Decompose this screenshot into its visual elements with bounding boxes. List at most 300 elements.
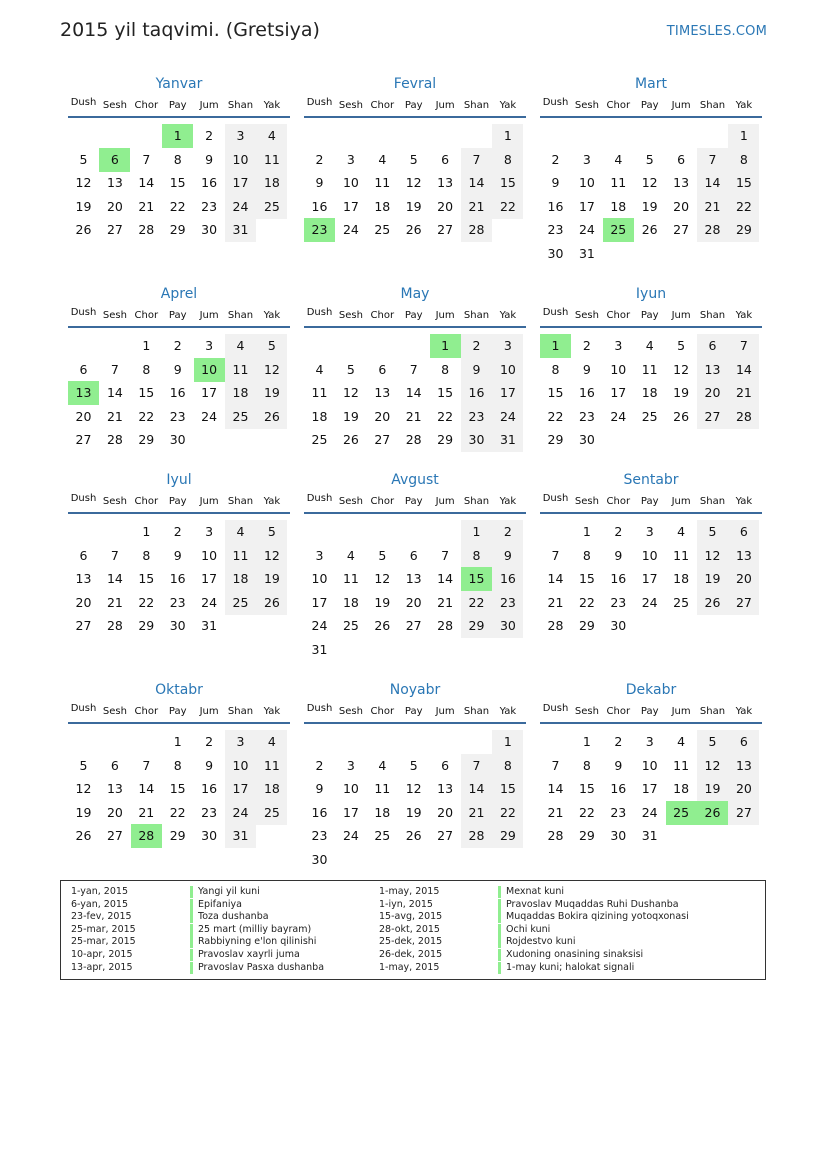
day-cell: 2 [205, 734, 214, 749]
day-cell: 4 [677, 734, 686, 749]
day-cell: 12 [405, 781, 422, 797]
weekday-label: Shan [699, 706, 726, 717]
day-cell: 6 [79, 361, 88, 377]
day-cell: 2 [492, 520, 523, 544]
day-cell: 21 [437, 594, 454, 610]
weekday-label: Sesh [574, 310, 599, 321]
day-cell: 27 [673, 222, 690, 238]
day-cell: 29 [728, 218, 759, 242]
day-cell: 12 [374, 571, 391, 587]
weekday-label: Sesh [338, 496, 363, 507]
weekday-label: Chor [370, 496, 395, 507]
day-cell: 17 [225, 777, 256, 801]
day-cell: 15 [138, 571, 155, 587]
day-cell: 18 [311, 408, 328, 424]
day-cell: 16 [578, 385, 595, 401]
holiday-day-cell: 23 [304, 218, 335, 242]
holiday-day-cell: 10 [194, 358, 225, 382]
weekday-label: Sesh [102, 706, 127, 717]
weekday-label: Yak [735, 706, 753, 717]
day-cell: 17 [492, 381, 523, 405]
holiday-day-cell: 28 [131, 824, 162, 848]
day-cell: 7 [551, 547, 560, 563]
day-cell: 23 [461, 405, 492, 429]
weekday-label: Dush [306, 493, 333, 504]
legend-holiday-name: Rabbiyning e'lon qilinishi [190, 936, 316, 948]
day-cell: 9 [582, 361, 591, 377]
legend-holiday-name: Ochi kuni [498, 924, 550, 936]
weekday-label: Sesh [102, 496, 127, 507]
day-cell: 1 [142, 338, 151, 353]
day-cell: 13 [75, 571, 92, 587]
day-cell: 13 [437, 781, 454, 797]
day-cell: 30 [547, 246, 564, 261]
legend-holiday-name: 1-may kuni; halokat signali [498, 962, 634, 974]
day-cell: 9 [205, 757, 214, 773]
month-fevral [304, 74, 526, 238]
day-cell: 23 [169, 594, 186, 610]
legend-holiday-name: Muqaddas Bokira qizining yotoqxonasi [498, 911, 689, 923]
day-cell: 25 [225, 591, 256, 615]
month-may [304, 284, 526, 448]
holiday-day-cell: 6 [99, 148, 130, 172]
day-cell: 22 [169, 804, 186, 820]
month-name: Noyabr [389, 682, 441, 698]
day-cell: 30 [201, 222, 218, 238]
day-cell: 1 [492, 730, 523, 754]
weekday-header [540, 308, 762, 328]
day-cell: 19 [75, 198, 92, 214]
weekday-label: Sesh [102, 310, 127, 321]
day-cell: 29 [138, 618, 155, 634]
day-cell: 13 [106, 175, 123, 191]
day-cell: 16 [311, 804, 328, 820]
day-cell: 25 [256, 195, 287, 219]
day-cell: 3 [492, 334, 523, 358]
day-cell: 1 [492, 124, 523, 148]
day-cell: 9 [461, 358, 492, 382]
day-cell: 15 [578, 781, 595, 797]
day-cell: 27 [374, 432, 391, 448]
weekday-label: Dush [306, 97, 333, 108]
day-cell: 5 [346, 361, 355, 377]
day-cell: 28 [461, 824, 492, 848]
day-cell: 16 [610, 781, 627, 797]
weekday-label: Pay [404, 706, 423, 717]
weekday-header [304, 494, 526, 514]
day-cell: 27 [728, 591, 759, 615]
day-cell: 6 [697, 334, 728, 358]
day-cell: 10 [641, 547, 658, 563]
day-cell: 20 [728, 777, 759, 801]
day-cell: 27 [106, 222, 123, 238]
day-cell: 6 [79, 547, 88, 563]
weekday-label: Chor [134, 496, 159, 507]
day-cell: 5 [645, 151, 654, 167]
weekday-label: Pay [168, 310, 187, 321]
day-cell: 4 [645, 338, 654, 353]
day-cell: 22 [461, 591, 492, 615]
day-cell: 17 [342, 198, 359, 214]
day-cell: 18 [673, 571, 690, 587]
day-cell: 17 [578, 198, 595, 214]
day-cell: 18 [610, 198, 627, 214]
day-cell: 5 [256, 334, 287, 358]
day-cell: 8 [492, 148, 523, 172]
weekday-label: Jum [435, 310, 455, 321]
month-iyun [540, 284, 762, 448]
weekday-label: Sesh [338, 310, 363, 321]
day-cell: 21 [547, 594, 564, 610]
weekday-label: Pay [168, 706, 187, 717]
weekday-label: Jum [199, 310, 219, 321]
weekday-label: Jum [671, 100, 691, 111]
weekday-label: Pay [640, 100, 659, 111]
day-cell: 12 [697, 544, 728, 568]
day-cell: 12 [256, 358, 287, 382]
day-cell: 27 [728, 801, 759, 825]
day-cell: 22 [138, 408, 155, 424]
day-cell: 21 [138, 804, 155, 820]
day-cell: 21 [547, 804, 564, 820]
day-cell: 4 [346, 547, 355, 563]
day-cell: 21 [405, 408, 422, 424]
weekday-header [540, 494, 762, 514]
day-cell: 22 [728, 195, 759, 219]
legend-holiday-name: 25 mart (milliy bayram) [190, 924, 311, 936]
day-cell: 28 [106, 432, 123, 448]
legend-date: 10-apr, 2015 [71, 949, 133, 960]
day-cell: 6 [110, 757, 119, 773]
day-cell: 19 [405, 198, 422, 214]
day-cell: 15 [169, 175, 186, 191]
day-cell: 18 [256, 171, 287, 195]
day-cell: 18 [374, 198, 391, 214]
day-cell: 14 [106, 571, 123, 587]
day-cell: 24 [201, 594, 218, 610]
day-cell: 5 [677, 338, 686, 353]
day-cell: 19 [697, 567, 728, 591]
day-cell: 30 [311, 852, 328, 867]
day-cell: 11 [225, 358, 256, 382]
day-cell: 16 [461, 381, 492, 405]
legend-date: 13-apr, 2015 [71, 961, 133, 973]
day-cell: 28 [405, 432, 422, 448]
day-cell: 7 [142, 757, 151, 773]
day-cell: 8 [582, 547, 591, 563]
weekday-label: Pay [404, 100, 423, 111]
legend-date: 6-yan, 2015 [71, 898, 128, 910]
legend-holiday-name: Yangi yil kuni [190, 886, 260, 898]
day-cell: 18 [641, 385, 658, 401]
weekday-label: Shan [227, 706, 254, 717]
day-cell: 2 [614, 524, 623, 539]
day-cell: 6 [441, 151, 450, 167]
weekday-label: Shan [699, 100, 726, 111]
day-cell: 15 [169, 781, 186, 797]
day-cell: 15 [437, 385, 454, 401]
day-cell: 8 [551, 361, 560, 377]
day-cell: 12 [673, 361, 690, 377]
weekday-label: Shan [699, 496, 726, 507]
month-mart [540, 74, 762, 261]
day-cell: 21 [728, 381, 759, 405]
day-cell: 5 [378, 547, 387, 563]
day-cell: 17 [201, 571, 218, 587]
weekday-label: Jum [199, 706, 219, 717]
day-cell: 15 [578, 571, 595, 587]
day-cell: 25 [225, 405, 256, 429]
day-cell: 18 [673, 781, 690, 797]
weekday-label: Dush [70, 493, 97, 504]
day-cell: 11 [311, 385, 328, 401]
weekday-label: Chor [134, 310, 159, 321]
day-cell: 4 [378, 757, 387, 773]
day-cell: 16 [610, 571, 627, 587]
day-cell: 14 [461, 777, 492, 801]
day-cell: 23 [201, 198, 218, 214]
day-cell: 12 [405, 175, 422, 191]
weekday-header [68, 494, 290, 514]
month-name: Iyun [635, 286, 667, 302]
day-cell: 13 [673, 175, 690, 191]
day-cell: 1 [173, 734, 182, 749]
day-cell: 19 [256, 567, 287, 591]
day-cell: 24 [492, 405, 523, 429]
day-cell: 22 [578, 594, 595, 610]
weekday-label: Pay [168, 496, 187, 507]
day-cell: 30 [610, 618, 627, 634]
day-cell: 16 [311, 198, 328, 214]
day-cell: 2 [614, 734, 623, 749]
day-cell: 6 [441, 757, 450, 773]
day-cell: 3 [225, 730, 256, 754]
day-cell: 2 [461, 334, 492, 358]
day-cell: 5 [256, 520, 287, 544]
day-cell: 9 [173, 361, 182, 377]
day-cell: 31 [225, 218, 256, 242]
day-cell: 5 [697, 520, 728, 544]
day-cell: 30 [578, 432, 595, 448]
day-cell: 19 [641, 198, 658, 214]
day-cell: 28 [437, 618, 454, 634]
weekday-label: Shan [227, 310, 254, 321]
day-cell: 3 [582, 151, 591, 167]
legend-date: 25-mar, 2015 [71, 923, 136, 935]
legend-holiday-name: Mexnat kuni [498, 886, 564, 898]
day-cell: 9 [614, 757, 623, 773]
day-cell: 6 [378, 361, 387, 377]
day-cell: 25 [311, 432, 328, 448]
legend-holiday-name: Epifaniya [190, 899, 242, 911]
day-cell: 9 [315, 781, 324, 797]
day-cell: 8 [728, 148, 759, 172]
day-cell: 20 [697, 381, 728, 405]
holiday-day-cell: 25 [666, 801, 697, 825]
day-cell: 24 [578, 222, 595, 238]
day-cell: 12 [641, 175, 658, 191]
day-cell: 12 [697, 754, 728, 778]
day-cell: 19 [256, 381, 287, 405]
day-cell: 28 [547, 828, 564, 844]
day-cell: 22 [492, 801, 523, 825]
day-cell: 27 [437, 828, 454, 844]
day-cell: 19 [75, 804, 92, 820]
day-cell: 20 [106, 804, 123, 820]
day-cell: 29 [578, 828, 595, 844]
weekday-label: Yak [499, 310, 517, 321]
day-cell: 25 [374, 828, 391, 844]
day-cell: 3 [614, 338, 623, 353]
day-cell: 14 [437, 571, 454, 587]
weekday-label: Jum [199, 496, 219, 507]
day-cell: 29 [578, 618, 595, 634]
day-cell: 23 [610, 804, 627, 820]
day-cell: 30 [492, 614, 523, 638]
brand-link[interactable]: TIMESLES.COM [666, 24, 767, 39]
legend-date: 26-dek, 2015 [379, 949, 443, 960]
weekday-label: Chor [134, 706, 159, 717]
weekday-label: Yak [263, 706, 281, 717]
day-cell: 11 [374, 781, 391, 797]
day-cell: 19 [697, 777, 728, 801]
day-cell: 3 [225, 124, 256, 148]
day-cell: 12 [75, 175, 92, 191]
legend-holiday-name: Pravoslav Pasxa dushanba [190, 962, 324, 974]
day-cell: 31 [641, 828, 658, 844]
month-noyabr [304, 680, 526, 867]
weekday-label: Sesh [574, 100, 599, 111]
day-cell: 10 [225, 148, 256, 172]
day-cell: 12 [342, 385, 359, 401]
weekday-label: Shan [463, 310, 490, 321]
weekday-label: Yak [263, 100, 281, 111]
day-cell: 26 [673, 408, 690, 424]
day-cell: 21 [106, 408, 123, 424]
day-cell: 16 [201, 781, 218, 797]
legend-holiday-name: Toza dushanba [190, 911, 269, 923]
day-cell: 4 [315, 361, 324, 377]
day-cell: 4 [614, 151, 623, 167]
day-cell: 11 [610, 175, 627, 191]
day-cell: 29 [547, 432, 564, 448]
day-cell: 15 [547, 385, 564, 401]
day-cell: 1 [582, 734, 591, 749]
month-name: Oktabr [155, 682, 203, 698]
day-cell: 9 [551, 175, 560, 191]
day-cell: 11 [256, 148, 287, 172]
day-cell: 4 [256, 124, 287, 148]
day-cell: 4 [677, 524, 686, 539]
legend-date: 1-may, 2015 [379, 886, 440, 897]
day-cell: 24 [641, 804, 658, 820]
day-cell: 29 [169, 222, 186, 238]
weekday-label: Sesh [574, 496, 599, 507]
day-cell: 17 [610, 385, 627, 401]
day-cell: 10 [342, 781, 359, 797]
day-cell: 14 [547, 571, 564, 587]
day-cell: 28 [697, 218, 728, 242]
day-cell: 26 [641, 222, 658, 238]
day-cell: 19 [673, 385, 690, 401]
day-cell: 26 [405, 828, 422, 844]
day-cell: 16 [169, 571, 186, 587]
day-cell: 6 [409, 547, 418, 563]
day-cell: 29 [461, 614, 492, 638]
day-cell: 25 [256, 801, 287, 825]
day-cell: 20 [405, 594, 422, 610]
day-cell: 2 [551, 151, 560, 167]
month-name: May [400, 286, 430, 302]
weekday-label: Yak [735, 310, 753, 321]
month-name: Dekabr [625, 682, 677, 698]
month-oktabr [68, 680, 290, 844]
day-cell: 17 [641, 571, 658, 587]
legend-date: 15-avg, 2015 [379, 911, 443, 923]
day-cell: 31 [492, 428, 523, 452]
day-cell: 7 [728, 334, 759, 358]
day-cell: 27 [75, 432, 92, 448]
day-cell: 23 [610, 594, 627, 610]
day-cell: 20 [437, 198, 454, 214]
day-cell: 23 [311, 828, 328, 844]
day-cell: 8 [142, 547, 151, 563]
day-cell: 10 [225, 754, 256, 778]
day-cell: 14 [461, 171, 492, 195]
day-cell: 15 [492, 171, 523, 195]
weekday-label: Sesh [574, 706, 599, 717]
day-cell: 11 [673, 757, 690, 773]
day-cell: 1 [728, 124, 759, 148]
weekday-label: Pay [168, 100, 187, 111]
day-cell: 17 [225, 171, 256, 195]
day-cell: 14 [405, 385, 422, 401]
weekday-label: Pay [640, 310, 659, 321]
month-sentabr [540, 470, 762, 634]
weekday-label: Chor [606, 496, 631, 507]
legend-date: 1-may, 2015 [379, 961, 440, 973]
weekday-label: Dush [306, 703, 333, 714]
day-cell: 1 [582, 524, 591, 539]
day-cell: 28 [547, 618, 564, 634]
weekday-label: Shan [227, 496, 254, 507]
weekday-label: Yak [499, 496, 517, 507]
day-cell: 29 [437, 432, 454, 448]
day-cell: 15 [492, 777, 523, 801]
legend-date: 25-mar, 2015 [71, 936, 136, 948]
day-cell: 19 [342, 408, 359, 424]
day-cell: 10 [201, 547, 218, 563]
day-cell: 8 [142, 361, 151, 377]
legend-holiday-name: Xudoning onasining sinaksisi [498, 949, 643, 961]
weekday-label: Chor [370, 310, 395, 321]
day-cell: 6 [728, 730, 759, 754]
weekday-label: Chor [606, 100, 631, 111]
legend-holiday-name: Rojdestvo kuni [498, 936, 576, 948]
weekday-header [304, 98, 526, 118]
month-name: Yanvar [155, 76, 203, 92]
day-cell: 20 [673, 198, 690, 214]
weekday-label: Jum [435, 706, 455, 717]
day-cell: 16 [547, 198, 564, 214]
weekday-label: Yak [735, 100, 753, 111]
day-cell: 8 [173, 757, 182, 773]
weekday-label: Dush [306, 307, 333, 318]
day-cell: 18 [342, 594, 359, 610]
day-cell: 17 [311, 594, 328, 610]
day-cell: 3 [346, 151, 355, 167]
weekday-label: Yak [499, 706, 517, 717]
